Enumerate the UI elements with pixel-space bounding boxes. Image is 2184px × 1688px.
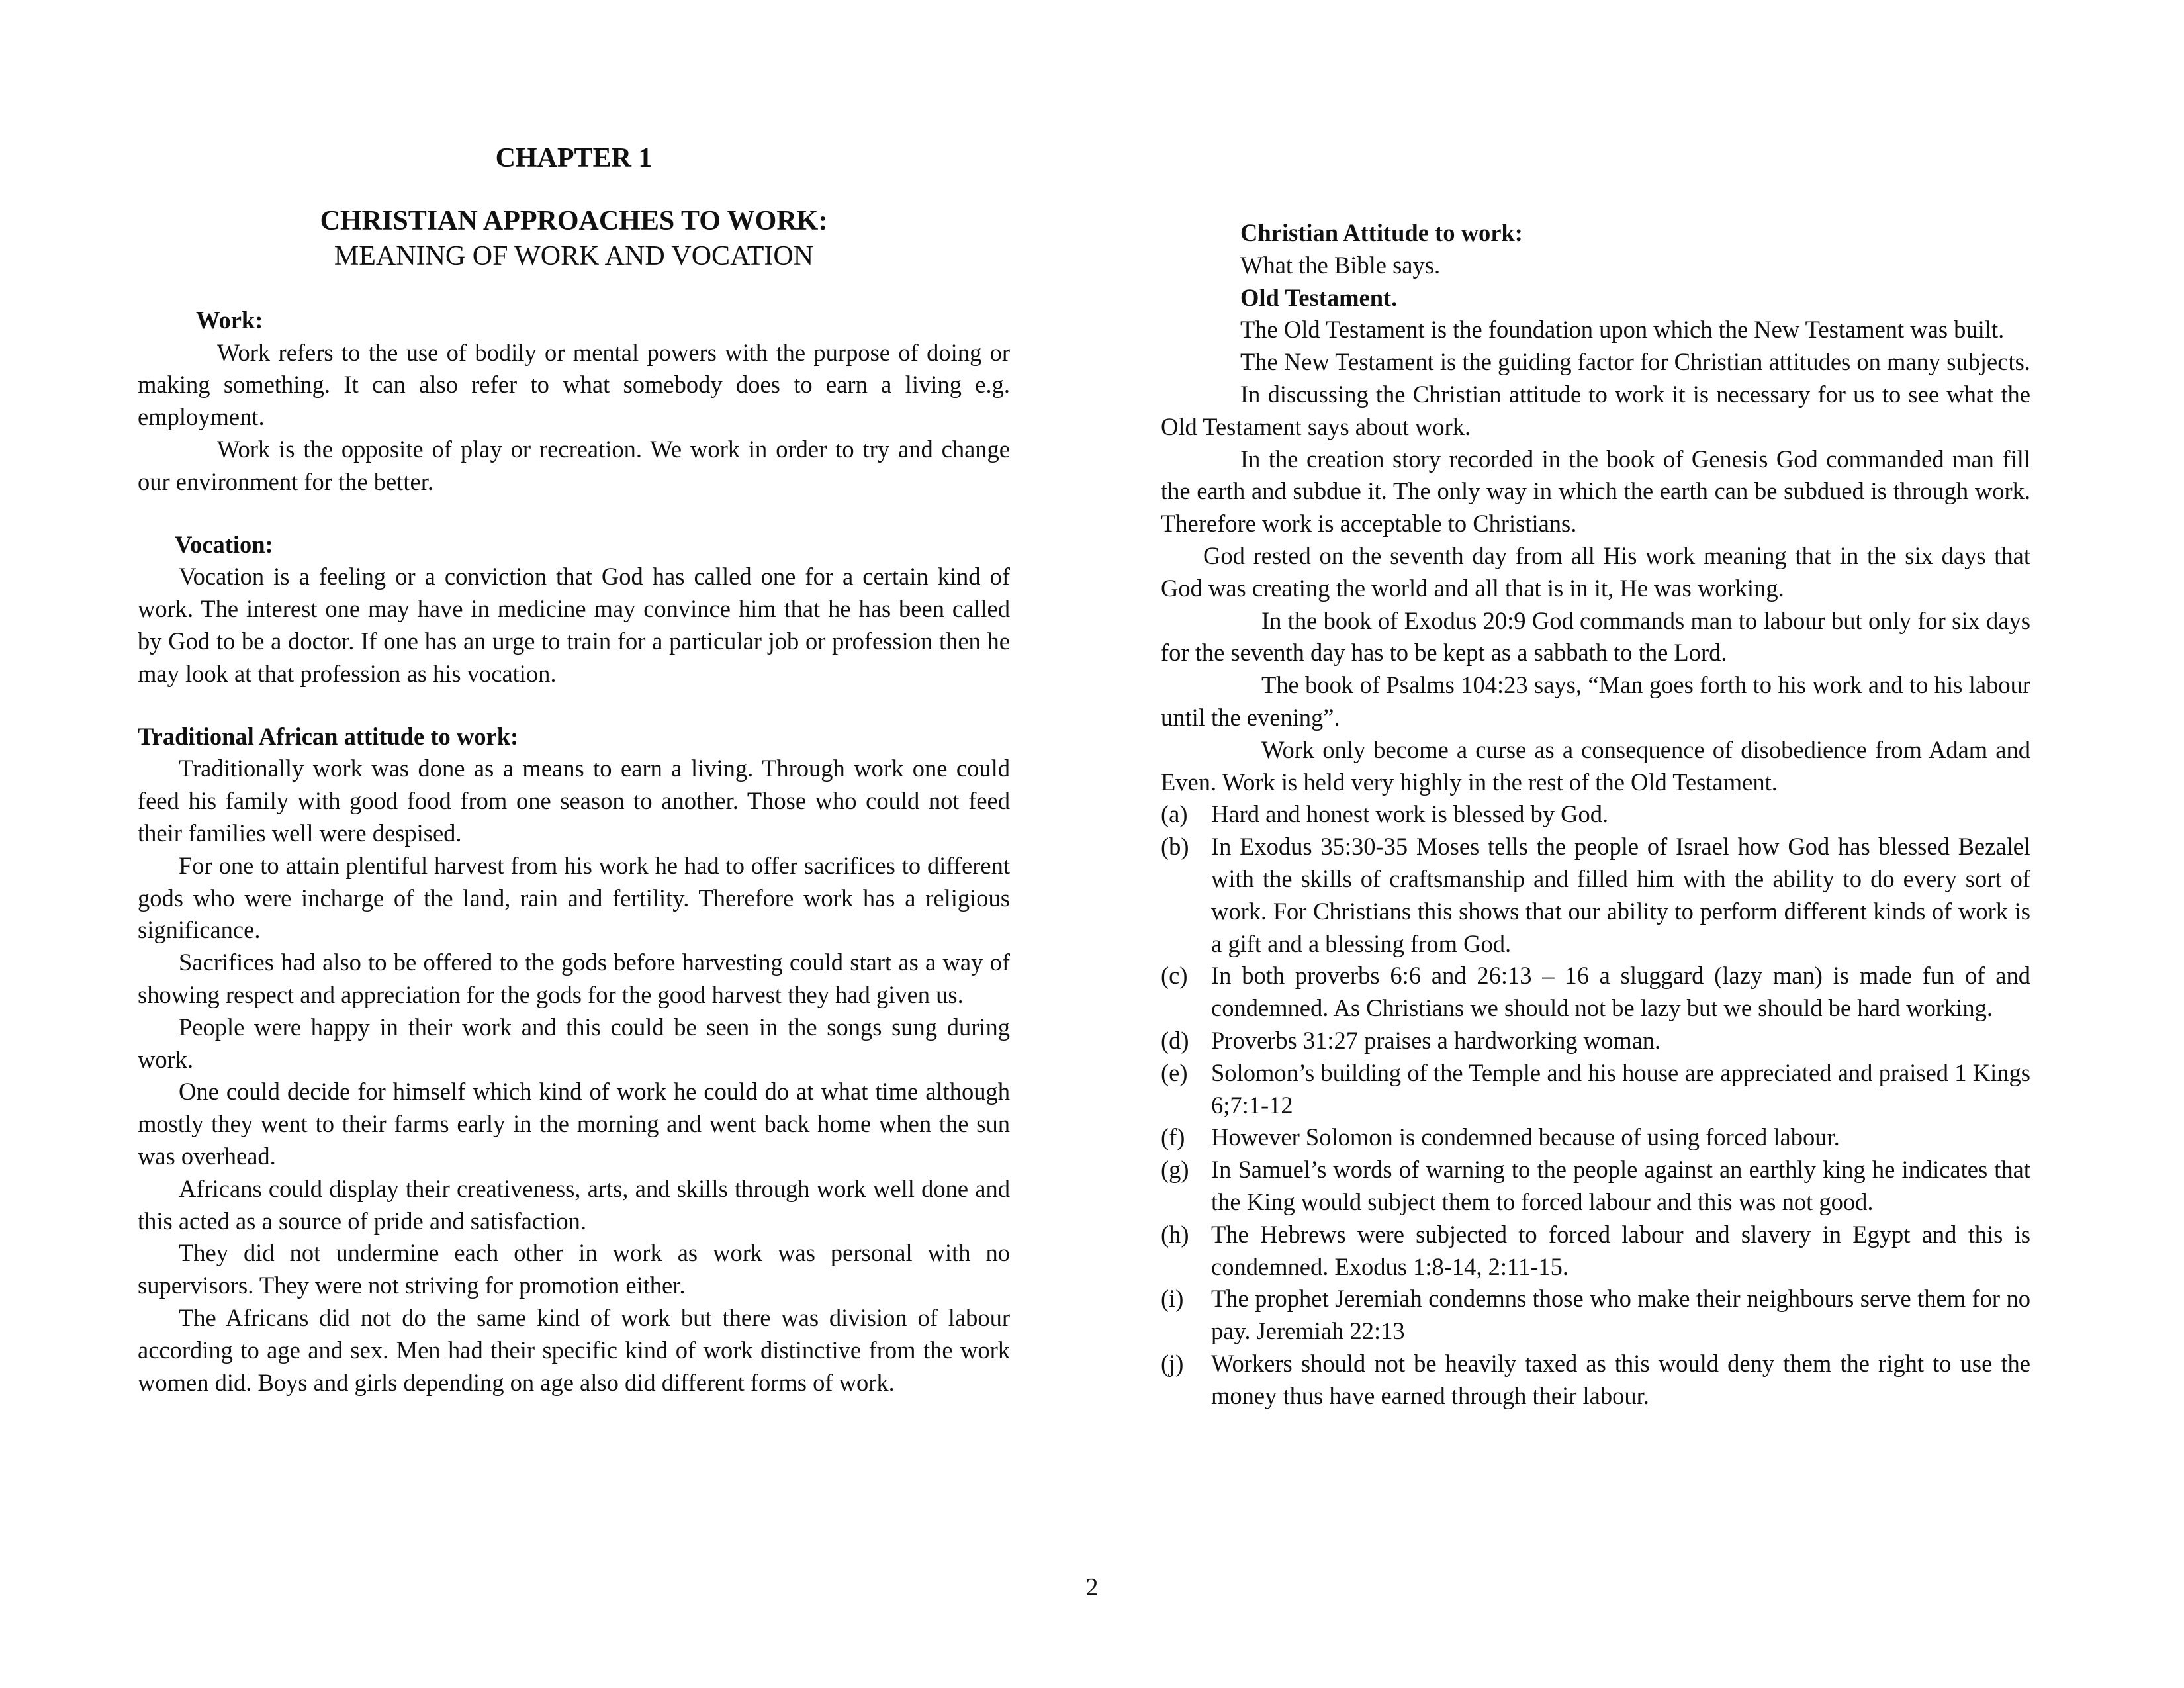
list-item-text: The prophet Jeremiah condemns those who make their neighbours serve them for no pay. Jeremiah 22:13 bbox=[1211, 1285, 2030, 1345]
list-item-text: Workers should not be heavily taxed as this would deny them the right to use the money thus have earned through their labour. bbox=[1211, 1349, 2030, 1409]
christian-attitude-heading: Christian Attitude to work: bbox=[1240, 219, 1523, 246]
traditional-paragraph: Sacrifices had also to be offered to the gods before harvesting could start as a way of showing respect and appreciation for the gods for the good harvest they had given us. bbox=[138, 949, 1010, 1008]
list-marker: (d) bbox=[1161, 1026, 1189, 1054]
chapter-subheading: MEANING OF WORK AND VOCATION bbox=[334, 240, 814, 271]
list-item-text: However Solomon is condemned because of using forced labour. bbox=[1211, 1123, 1840, 1151]
list-item-text: In Samuel’s words of warning to the people against an earthly king he indicates that the King would subject them to forced labour and this was not good. bbox=[1211, 1156, 2030, 1215]
right-column bbox=[1161, 217, 2030, 1412]
bible-says-line: What the Bible says. bbox=[1240, 251, 1441, 279]
list-item bbox=[1161, 1025, 2030, 1057]
ot-paragraph: In the book of Exodus 20:9 God commands man to labour but only for six days for the seventh day has to be kept as a sabbath to the Lord. bbox=[1161, 606, 2030, 667]
old-testament-heading: Old Testament. bbox=[1240, 283, 1398, 311]
list-item bbox=[1161, 831, 2030, 960]
chapter-heading: CHRISTIAN APPROACHES TO WORK: bbox=[320, 205, 828, 236]
ot-paragraph: The Old Testament is the foundation upon which the New Testament was built. bbox=[1240, 316, 2005, 344]
ot-paragraph: Work only become a curse as a consequence of disobedience from Adam and Even. Work is held very highly in the rest of the Old Testament. bbox=[1161, 735, 2030, 796]
list-item-text: Proverbs 31:27 praises a hardworking woman. bbox=[1211, 1026, 1661, 1054]
work-heading: Work: bbox=[196, 306, 263, 334]
list-marker: (c) bbox=[1161, 962, 1188, 990]
traditional-heading: Traditional African attitude to work: bbox=[138, 722, 519, 750]
work-paragraph: Work is the opposite of play or recreation. We work in order to try and change our environment for the better. bbox=[138, 435, 1010, 495]
traditional-paragraph: For one to attain plentiful harvest from his work he had to offer sacrifices to different gods who were incharge of the land, rain and fertility. Therefore work has a religious significance. bbox=[138, 851, 1010, 944]
vocation-heading: Vocation: bbox=[175, 530, 273, 558]
list-item-text: Hard and honest work is blessed by God. bbox=[1211, 800, 1609, 828]
list-item bbox=[1161, 960, 2030, 1025]
list-marker: (i) bbox=[1161, 1285, 1184, 1313]
work-paragraph: Work refers to the use of bodily or mental powers with the purpose of doing or making something. It can also refer to what somebody does to earn a living e.g. employment. bbox=[138, 338, 1010, 431]
traditional-paragraph: People were happy in their work and this could be seen in the songs sung during work. bbox=[138, 1013, 1010, 1073]
list-marker: (g) bbox=[1161, 1156, 1189, 1184]
traditional-paragraph: Africans could display their creativeness, arts, and skills through work well done and this acted as a source of pride and satisfaction. bbox=[138, 1174, 1010, 1235]
vocation-paragraph: Vocation is a feeling or a conviction that God has called one for a certain kind of work. The interest one may have in medicine may convince him that he has been called by God to be a doctor. If one has an urge to train for a particular job or profession then he may look at that profession as his vocation. bbox=[138, 563, 1010, 687]
left-column bbox=[138, 142, 1010, 1399]
traditional-paragraph: The Africans did not do the same kind of work but there was division of labour according to age and sex. Men had their specific kind of work distinctive from the work women did. Boys and girls depending on age also did different forms of work. bbox=[138, 1303, 1010, 1396]
list-marker: (e) bbox=[1161, 1058, 1188, 1086]
list-marker: (a) bbox=[1161, 800, 1188, 828]
list-marker: (b) bbox=[1161, 833, 1189, 861]
list-item bbox=[1161, 1283, 2030, 1348]
list-item bbox=[1161, 1219, 2030, 1284]
traditional-paragraph: They did not undermine each other in work as work was personal with no supervisors. They were not striving for promotion either. bbox=[138, 1239, 1010, 1299]
list-item bbox=[1161, 1121, 2030, 1154]
list-item bbox=[1161, 1057, 2030, 1122]
chapter-title: CHAPTER 1 bbox=[495, 143, 653, 173]
ot-paragraph: In the creation story recorded in the book of Genesis God commanded man fill the earth and subdue it. The only way in which the earth can be subdued is through work. Therefore work is acceptable to Christians. bbox=[1161, 445, 2030, 538]
list-marker: (h) bbox=[1161, 1220, 1189, 1248]
ot-paragraph: God rested on the seventh day from all His work meaning that in the six days that God was creating the world and all that is in it, He was working. bbox=[1161, 541, 2030, 602]
list-item bbox=[1161, 798, 2030, 831]
list-item bbox=[1161, 1348, 2030, 1413]
list-marker: (f) bbox=[1161, 1123, 1185, 1151]
list-item-text: In both proverbs 6:6 and 26:13 – 16 a sluggard (lazy man) is made fun of and condemned. As Christians we should not be lazy but we should be hard working. bbox=[1211, 962, 2030, 1022]
traditional-paragraph: One could decide for himself which kind of work he could do at what time although mostly they went to their farms early in the morning and went back home when the sun was overhead. bbox=[138, 1078, 1010, 1170]
ot-paragraph: In discussing the Christian attitude to work it is necessary for us to see what the Old Testament says about work. bbox=[1161, 380, 2030, 440]
ot-paragraph: The book of Psalms 104:23 says, “Man goes forth to his work and to his labour until the evening”. bbox=[1161, 671, 2030, 731]
list-marker: (j) bbox=[1161, 1349, 1184, 1377]
ot-paragraph: The New Testament is the guiding factor for Christian attitudes on many subjects. bbox=[1240, 348, 2030, 376]
list-item-text: Solomon’s building of the Temple and his house are appreciated and praised 1 Kings 6;7:1-12 bbox=[1211, 1058, 2030, 1119]
traditional-paragraph: Traditionally work was done as a means to earn a living. Through work one could feed his family with good food from one season to another. Those who could not feed their families well were despised. bbox=[138, 755, 1010, 847]
list-item-text: In Exodus 35:30-35 Moses tells the people of Israel how God has blessed Bezalel with the skills of craftsmanship and filled him with the ability to do every sort of work. For Christians this shows that our ability to perform different kinds of work is a gift and a blessing from God. bbox=[1211, 833, 2030, 957]
old-testament-list bbox=[1161, 798, 2030, 1412]
page-number: 2 bbox=[1085, 1573, 1099, 1601]
list-item-text: The Hebrews were subjected to forced labour and slavery in Egypt and this is condemned. Exodus 1:8-14, 2:11-15. bbox=[1211, 1220, 2030, 1280]
list-item bbox=[1161, 1154, 2030, 1219]
